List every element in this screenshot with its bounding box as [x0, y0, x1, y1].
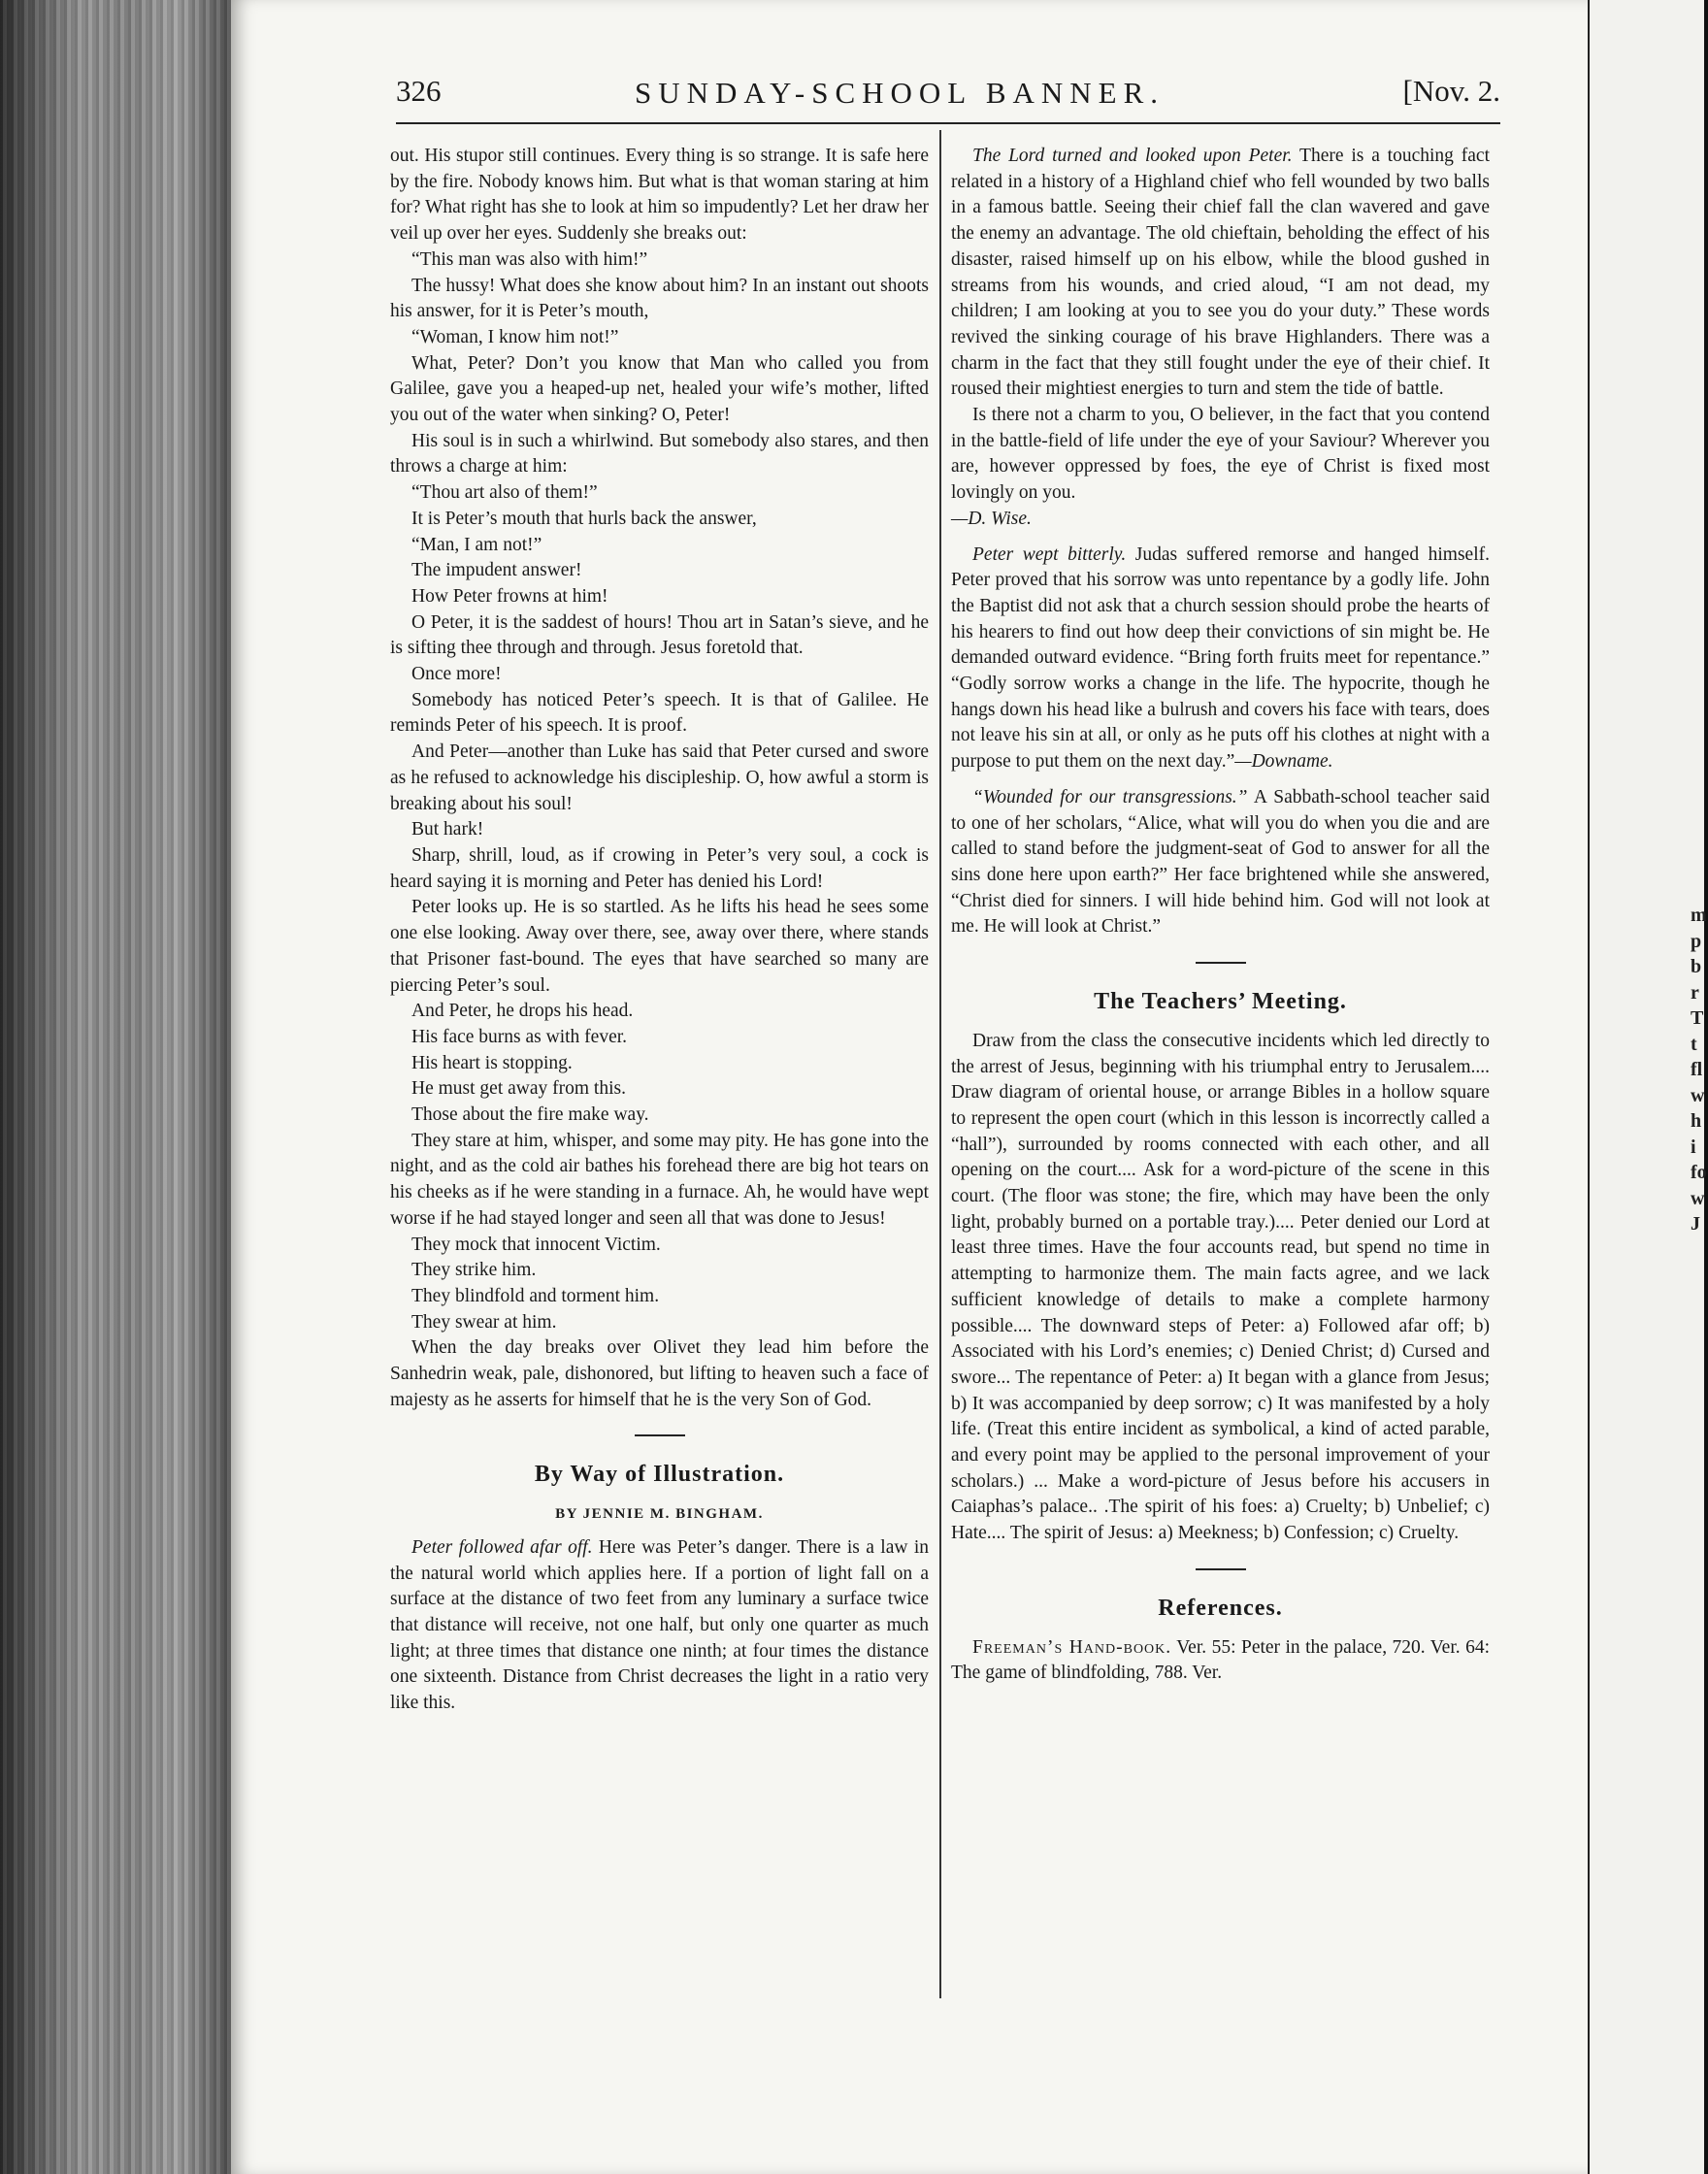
paragraph: O Peter, it is the saddest of hours! Thou art in Satan’s sieve, and he is sifting thee through and through. Jesus foretold that.: [390, 611, 929, 659]
paragraph: They stare at him, whisper, and some may pity. He has gone into the night, and as the cold air bathes his forehead there are big hot tears on his cheeks as if he were standing in a furnace. Ah, he would have wept worse if he had stayed longer and seen all that was done to Jesus!: [390, 1130, 929, 1229]
facing-page-fragment: J: [1691, 1213, 1700, 1235]
author-attribution: —Downame.: [1234, 751, 1333, 773]
paragraph: They mock that innocent Victim.: [411, 1234, 661, 1255]
paragraph: [951, 543, 1490, 775]
paragraph: “This man was also with him!”: [411, 248, 648, 270]
facing-page-fragment: h: [1691, 1110, 1702, 1132]
paragraph: They strike him.: [411, 1260, 537, 1281]
facing-page-fragment: w: [1691, 1084, 1705, 1106]
paragraph: And Peter, he drops his head.: [411, 1001, 634, 1022]
paragraph: What, Peter? Don’t you know that Man who called you from Galilee, gave you a heaped-up net, healed your wife’s mother, lifted you out of the water when sinking? O, Peter!: [390, 352, 929, 426]
section-heading-illustration: By Way of Illustration.: [534, 1462, 785, 1488]
italic-lead: Peter wept bitterly.: [972, 544, 1127, 565]
paragraph-text: There is a touching fact related in a history of a Highland chief who fell wounded by two balls in a famous battle. Seeing their chief fall the clan wavered and gave the enemy an advantage. The old chieftain, beholding the effect of his disaster, raised himself up on his elbow, while the blood gushed in streams from his wounds, and cried aloud, “I am not dead, my children; I am looking at you to see you do your duty.” These words revived the sinking courage of his brave Highlanders. There was a charm in the fact that they still fought under the eye of their chief. It roused their mightiest energies to turn and stem the tide of battle.: [951, 146, 1490, 400]
paragraph: [951, 403, 1490, 533]
section-divider: [635, 1434, 685, 1436]
paragraph: [951, 785, 1490, 940]
page-number: 326: [396, 74, 442, 108]
paragraph: [390, 1535, 929, 1717]
paragraph: They swear at him.: [411, 1311, 557, 1333]
paragraph: Those about the fire make way.: [411, 1104, 649, 1126]
paragraph: “Thou art also of them!”: [411, 482, 598, 504]
facing-page-fragment: m: [1691, 905, 1707, 926]
section-heading-teachers-meeting: The Teachers’ Meeting.: [1094, 989, 1347, 1015]
column-divider: [939, 130, 941, 1998]
paragraph: He must get away from this.: [411, 1078, 626, 1100]
paragraph: But hark!: [411, 819, 484, 840]
paragraph-text: Here was Peter’s danger. There is a law in the natural world which applies here. If a portion of light fall on a surface at the distance of two feet from any luminary a surface twice that distance will receive, not one half, but only one quarter as much light; at three times that distance one ninth; at four times the distance one sixteenth. Distance from Christ decreases the light in a ratio very like this.: [390, 1536, 929, 1714]
paragraph: They blindfold and torment him.: [411, 1285, 660, 1306]
facing-page-fragment: T: [1691, 1007, 1704, 1029]
paragraph: “Man, I am not!”: [411, 534, 542, 555]
paragraph: And Peter—another than Luke has said that Peter cursed and swore as he refused to acknowledge his discipleship. O, how awful a storm is breaking about his soul!: [390, 741, 929, 814]
facing-page-fragment: t: [1691, 1033, 1697, 1055]
italic-lead: The Lord turned and looked upon Peter.: [972, 146, 1293, 166]
paragraph: [951, 1635, 1490, 1687]
paragraph: Somebody has noticed Peter’s speech. It is that of Galilee. He reminds Peter of his speech. It is proof.: [390, 689, 929, 737]
paragraph: “Woman, I know him not!”: [411, 326, 619, 347]
paragraph: The impudent answer!: [411, 560, 582, 581]
paragraph-text: A Sabbath-school teacher said to one of her scholars, “Alice, what will you do when you die and are called to stand before the judgment-seat of God to answer for all the sins done here upon earth?” Her face brightened while she answered, “Christ died for sinners. I will hide behind him. God will not look at me. He will look at Christ.”: [951, 786, 1490, 938]
paragraph: His face burns as with fever.: [411, 1026, 628, 1047]
facing-page-fragment: i: [1691, 1136, 1696, 1158]
left-column: [390, 144, 929, 1717]
book-spine: [0, 0, 238, 2174]
author-byline: BY JENNIE M. BINGHAM.: [555, 1506, 764, 1523]
paragraph: [951, 144, 1490, 403]
section-divider: [1196, 1568, 1246, 1570]
italic-lead: Peter followed afar off.: [411, 1536, 593, 1558]
paragraph: The hussy! What does she know about him? In an instant out shoots his answer, for it is Peter’s mouth,: [390, 275, 929, 322]
paragraph-text: Ver. 55: Peter in the palace, 720. Ver. 64: The game of blindfolding, 788. Ver.: [951, 1636, 1491, 1684]
author-attribution: —D. Wise.: [951, 508, 1032, 529]
paragraph: When the day breaks over Olivet they lead him before the Sanhedrin weak, pale, dishonored, but lifting to heaven such a face of majesty as he asserts for himself that he is the very Son of God.: [390, 1337, 929, 1410]
paragraph: Draw from the class the consecutive incidents which led directly to the arrest of Jesus, beginning with his triumphal entry to Jerusalem.... Draw diagram of oriental house, or arrange Bibles in a hollow square to represent the open court (which in this lesson is incorrectly called a “hall”), surrounded by rooms connected with each other, and all opening on the court.... Ask for a word-picture of the scene in this court. (The floor was stone; the fire, which may have been the only light, probably burned on a portable tray.).... Peter denied our Lord at least three times. Have the four accounts read, but spend no time in attempting to harmonize them. The main facts agree, and we lack sufficient knowledge of details to make a complete harmony possible.... The downward steps of Peter: a) Followed afar off; b) Associated with his Lord’s enemies; c) Denied Christ; d) Cursed and swore... The repentance of Peter: a) It began with a glance from Jesus; b) It was accompanied by deep sorrow; c) It was manifested by a holy life. (Treat this entire incident as symbolical, a kind of acted parable, and every point may be applied to the personal improvement of your scholars.) ... Make a word-picture of Jesus before his accusers in Caiaphas’s palace.. .The spirit of his foes: a) Cruelty; b) Unbelief; c) Hate.... The spirit of Jesus: a) Meekness; b) Confession; c) Cruelty.: [951, 1030, 1490, 1544]
facing-page-fragment: fl: [1691, 1059, 1703, 1080]
paragraph: His heart is stopping.: [411, 1052, 573, 1073]
section-divider: [1196, 962, 1246, 964]
facing-page-fragment: b: [1691, 956, 1702, 977]
paragraph: Sharp, shrill, loud, as if crowing in Peter’s very soul, a cock is heard saying it is morning and Peter has denied his Lord!: [390, 844, 929, 892]
facing-page-fragment: w: [1691, 1187, 1705, 1209]
italic-lead: “Wounded for our transgressions.”: [972, 786, 1248, 807]
paragraph: Once more!: [411, 664, 502, 685]
facing-page-edge: [1588, 0, 1708, 2174]
paragraph-text: Is there not a charm to you, O believer, in the fact that you contend in the battle-field of life under the eye of your Saviour? Wherever you are, however oppressed by foes, the eye of Christ is fixed most lovingly on you.: [951, 405, 1490, 504]
right-column: [951, 144, 1490, 1687]
issue-date: [Nov. 2.: [1402, 74, 1500, 108]
section-heading-references: References.: [1158, 1595, 1283, 1621]
facing-page-fragment: p: [1691, 930, 1702, 952]
facing-page-fragment: r: [1691, 981, 1699, 1004]
paragraph: How Peter frowns at him!: [411, 585, 608, 607]
paragraph: His soul is in such a whirlwind. But somebody also stares, and then throws a charge at him:: [390, 430, 929, 478]
running-header: [396, 68, 1500, 124]
publication-title: SUNDAY-SCHOOL BANNER.: [635, 76, 1166, 110]
reference-source: Freeman’s Hand-book.: [972, 1636, 1172, 1658]
paragraph: out. His stupor still continues. Every thing is so strange. It is safe here by the fire. Nobody knows him. But what is that woman staring at him for? What right has she to look at him so impudently? Let her draw her veil up over her eyes. Suddenly she breaks out:: [390, 146, 929, 245]
facing-page-fragment: fo: [1691, 1162, 1707, 1183]
paragraph: Peter looks up. He is so startled. As he lifts his head he sees some one else looking. Away over there, see, away over there, where stands that Prisoner fast-bound. The eyes that have searched so many are piercing Peter’s soul.: [390, 897, 929, 996]
paragraph: It is Peter’s mouth that hurls back the answer,: [411, 508, 757, 529]
paragraph-text: Judas suffered remorse and hanged himself. Peter proved that his sorrow was unto repentance by a godly life. John the Baptist did not ask that a church session should probe the hearts of his hearers to find out how deep their convictions of sin might be. He demanded outward evidence. “Bring forth fruits meet for repentance.” “Godly sorrow works a change in the life. The hypocrite, though he hangs down his head like a bulrush and covers his face with tears, does not leave his sin at all, or only as he puts off his clothes at night with a purpose to put them on the next day.”: [951, 544, 1490, 773]
